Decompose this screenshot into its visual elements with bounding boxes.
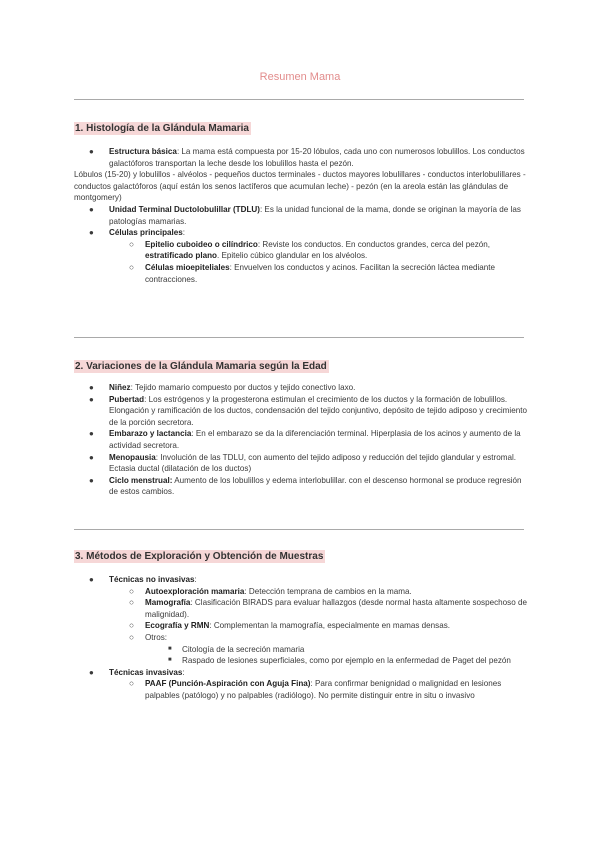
divider (74, 337, 524, 338)
list-item: ● Técnicas invasivas: (89, 667, 185, 677)
list-item: ● Menopausia: Involución de las TDLU, con aumento del tejido adiposo y reducción del tejido glandular y estromal. Ectasia ductal (dilatación de los ductos) (89, 452, 517, 474)
square-bullet-icon: ■ (168, 645, 172, 652)
list-item: ○ Ecografía y RMN: Complementan la mamografía, especialmente en mamas densas. (129, 621, 451, 631)
section-metodos-content (72, 574, 530, 702)
circle-bullet-icon: ○ (129, 586, 134, 596)
list-item: ■ Raspado de lesiones superficiales, como por ejemplo en la enfermedad de Paget del pezón (168, 656, 511, 666)
list-item: ● Estructura básica: La mama está compuesta por 15-20 lóbulos, cada uno con numerosos lobulillos. Los conductos galactóforos transportan la leche desde los lobulillos hasta el pezón. (89, 147, 525, 168)
divider (74, 99, 524, 100)
section-heading-histologia: 1. Histología de la Glándula Mamaria (75, 123, 249, 134)
bullet-icon: ● (89, 429, 94, 439)
square-bullet-icon: ■ (168, 657, 172, 664)
bullet-icon: ● (89, 667, 94, 677)
list-item: ○ PAAF (Punción-Aspiración con Aguja Fina): Para confirmar benignidad o malignidad en lesiones palpables (patólogo) y no palpables (radiólogo). No permite distinguir entre in situ o invasivo (129, 679, 502, 700)
bullet-icon: ● (89, 383, 94, 392)
bullet-icon: ● (89, 147, 94, 156)
circle-bullet-icon: ○ (129, 262, 134, 272)
page-title: Resumen Mama (259, 71, 341, 83)
list-item: ● Embarazo y lactancia: En el embarazo se da la diferenciación terminal. Hiperplasia de los acinos y aumento de la actividad secretora. (89, 429, 521, 450)
list-item: ● Pubertad: Los estrógenos y la progesterona estimulan el crecimiento de los ductos y la formación de lobulillos. Elongación y ramificación de los ductos, condensación del tejido conjuntivo, depósito de tejido adiposo y crecimiento de la porción secretora. (89, 394, 527, 427)
list-item: ○ Epitelio cuboideo o cilíndrico: Reviste los conductos. En conductos grandes, cerca del pezón, estratificado plano. Epitelio cúbico glandular en los alvéolos. (129, 239, 491, 261)
list-item: ○ Mamografía: Clasificación BIRADS para evaluar hallazgos (desde normal hasta altamente sospechoso de malignidad). (129, 598, 527, 619)
bullet-icon: ● (89, 228, 94, 238)
paragraph-estructura: Lóbulos (15-20) y lobulillos - alvéolos - pequeños ductos terminales - ductos mayores lobulillares - conductos interlobulillares - conductos galactóforos (aquí están los senos lactíferos que acumulan leche) - pezón (en la areola están las glándulas de montgomery) (74, 170, 526, 203)
list-item: ● Células principales: (89, 228, 186, 238)
list-item: ● Técnicas no invasivas: (89, 575, 197, 584)
circle-bullet-icon: ○ (129, 239, 134, 249)
list-item: ● Niñez: Tejido mamario compuesto por ductos y tejido conectivo laxo. (89, 383, 356, 392)
bullet-icon: ● (89, 475, 94, 485)
circle-bullet-icon: ○ (129, 679, 134, 689)
section-variaciones-content (72, 382, 530, 498)
divider (74, 529, 524, 530)
list-item: ● Ciclo menstrual: Aumento de los lobulillos y edema interlobulillar. con el descenso hormonal se produce regresión de estos cambios. (89, 475, 522, 497)
list-item: ○ Células mioepiteliales: Envuelven los conductos y acinos. Facilitan la secreción láctea mediante contracciones. (129, 262, 496, 284)
circle-bullet-icon: ○ (129, 598, 134, 608)
list-item: ■ Citología de la secreción mamaria (168, 644, 305, 654)
bullet-icon: ● (89, 204, 94, 214)
list-item: ● Unidad Terminal Ductolobulillar (TDLU): Es la unidad funcional de la mama, donde se originan la mayoría de las patologías mamarias. (89, 204, 521, 226)
section-heading-metodos: 3. Métodos de Exploración y Obtención de Muestras (75, 551, 324, 562)
bullet-icon: ● (89, 575, 94, 584)
bullet-icon: ● (89, 394, 94, 404)
list-item: ○ Otros: (129, 632, 168, 642)
section-heading-variaciones: 2. Variaciones de la Glándula Mamaria según la Edad (75, 361, 327, 372)
circle-bullet-icon: ○ (129, 621, 134, 631)
section-histologia-content (72, 146, 530, 285)
circle-bullet-icon: ○ (129, 632, 134, 642)
list-item: ○ Autoexploración mamaria: Detección temprana de cambios en la mama. (129, 586, 412, 596)
bullet-icon: ● (89, 452, 94, 462)
